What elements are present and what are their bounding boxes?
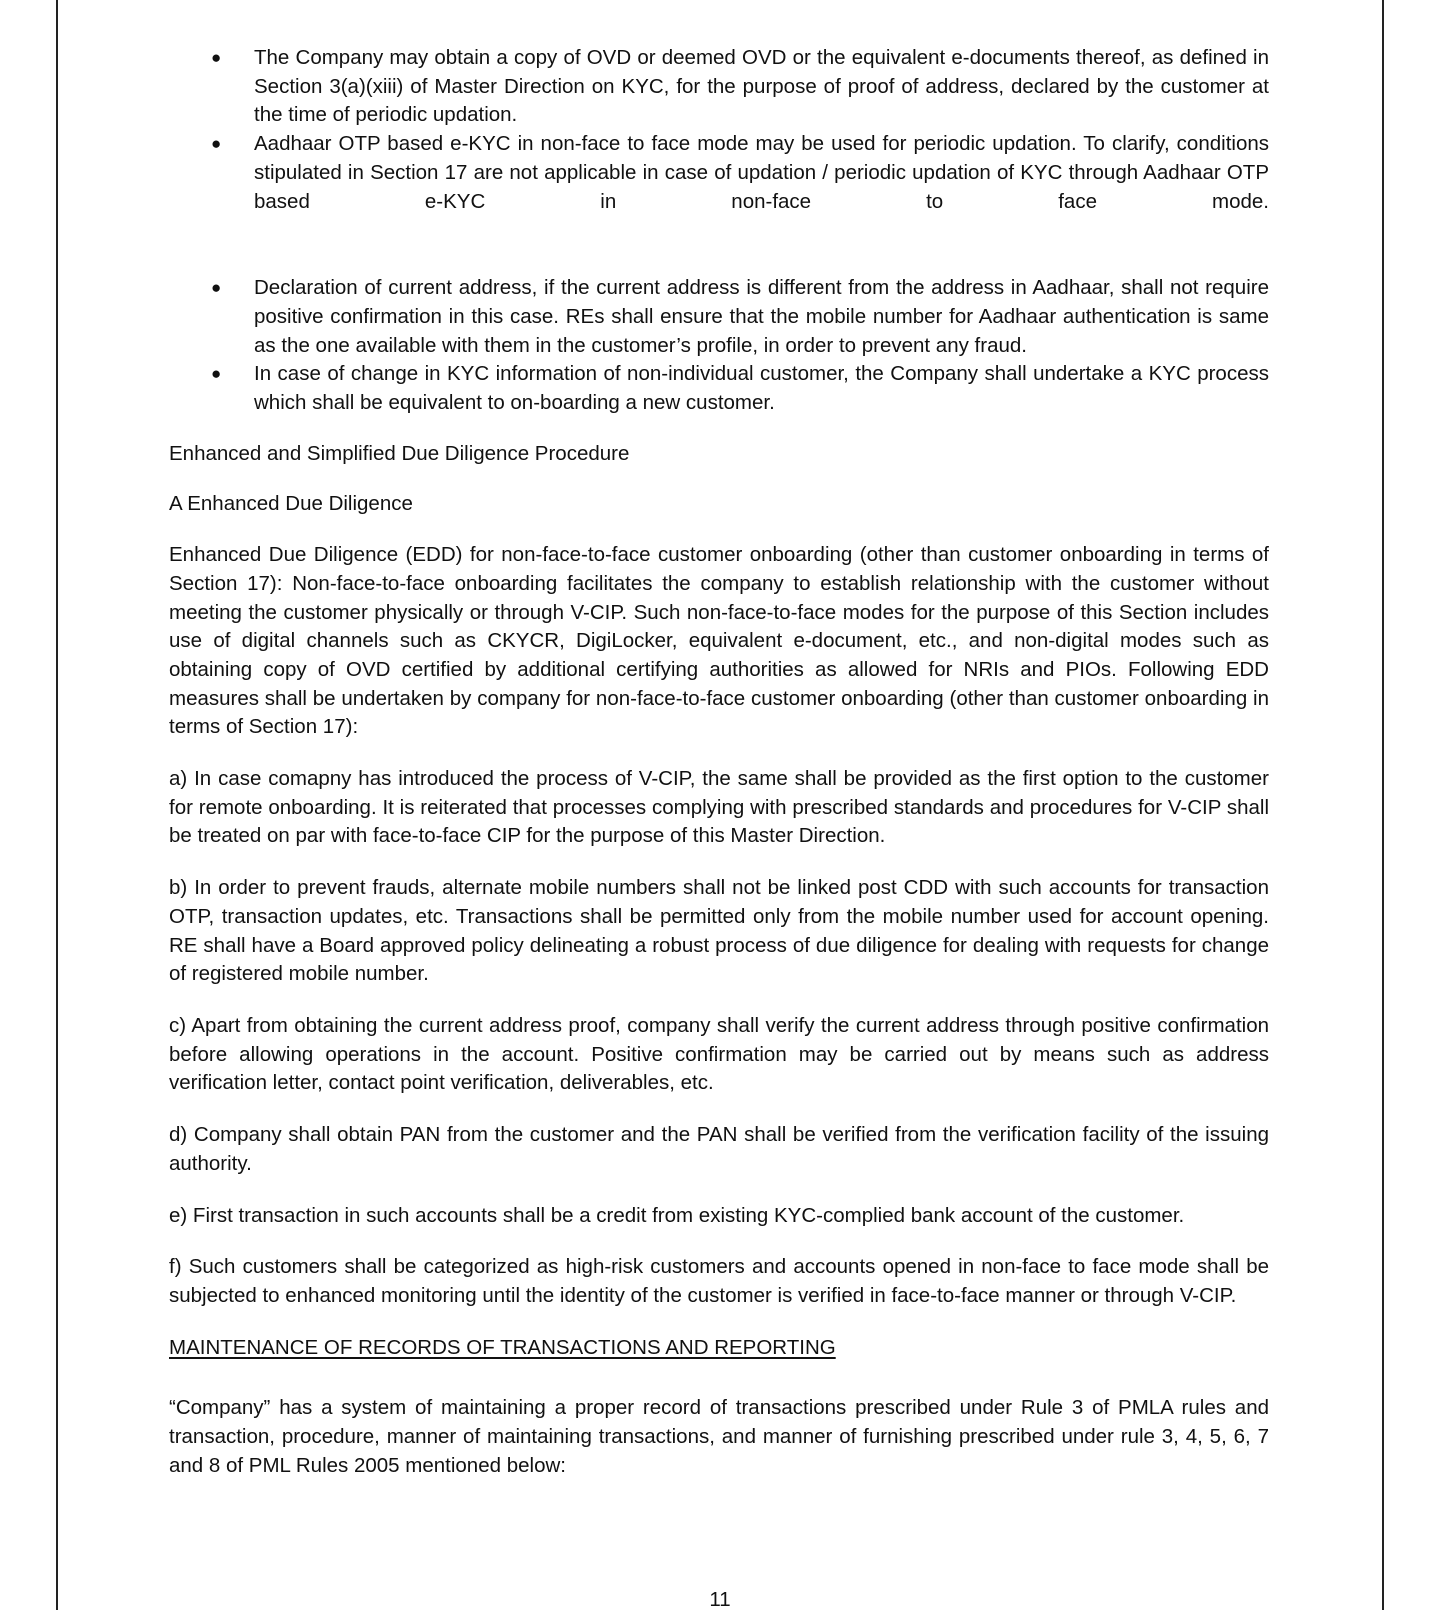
bullet-icon: ●	[211, 278, 222, 298]
bullet-item	[169, 130, 1269, 216]
bullet-item	[169, 44, 1269, 130]
edd-intro-paragraph: Enhanced Due Diligence (EDD) for non-face-to-face customer onboarding (other than customer onboarding in terms of Section 17): Non-face-to-face onboarding facilitates the company to establish relationship with the customer without meeting the customer physically or through V-CIP. Such non-face-to-face modes for the purpose of this Section includes use of digital channels such as CKYCR, DigiLocker, equivalent e-document, etc., and non-digital modes such as obtaining copy of OVD certified by additional certifying authorities as allowed for NRIs and PIOs. Following EDD measures shall be undertaken by company for non-face-to-face customer onboarding (other than customer onboarding in terms of Section 17):	[169, 543, 1269, 739]
records-heading-text: MAINTENANCE OF RECORDS OF TRANSACTIONS AND REPORTING	[169, 1335, 836, 1359]
bullet-text: Declaration of current address, if the current address is different from the address in Aadhaar, shall not require positive confirmation in this case. REs shall ensure that the mobile number for Aadhaar authentication is same as the one available with them in the customer’s profile, in order to prevent any fraud.	[254, 276, 1269, 357]
edd-item-f: f) Such customers shall be categorized as high-risk customers and accounts opened in non-face to face mode shall be subjected to enhanced monitoring until the identity of the customer is verified in face-to-face manner or through V-CIP.	[169, 1255, 1269, 1307]
bullet-icon: ●	[211, 48, 222, 67]
edd-item-b: b) In order to prevent frauds, alternate mobile numbers shall not be linked post CDD with such accounts for transaction OTP, transaction updates, etc. Transactions shall be permitted only from the mobile number used for account opening. RE shall have a Board approved policy delineating a robust process of due diligence for dealing with requests for change of registered mobile number.	[169, 876, 1269, 986]
bullet-item	[169, 274, 1269, 360]
kyc-bullet-list-continued	[169, 274, 1269, 418]
edd-item-d: d) Company shall obtain PAN from the customer and the PAN shall be verified from the verification facility of the issuing authority.	[169, 1123, 1269, 1175]
kyc-bullet-list	[169, 44, 1269, 216]
page-border-right	[1382, 0, 1384, 1610]
page-content	[169, 44, 1269, 1480]
edd-item-a: a) In case comapny has introduced the process of V-CIP, the same shall be provided as the first option to the customer for remote onboarding. It is reiterated that processes complying with prescribed standards and procedures for V-CIP shall be treated on par with face-to-face CIP for the purpose of this Master Direction.	[169, 767, 1269, 848]
bullet-icon: ●	[211, 364, 222, 384]
bullet-text: The Company may obtain a copy of OVD or deemed OVD or the equivalent e-documents thereof, as defined in Section 3(a)(xiii) of Master Direction on KYC, for the purpose of proof of address, declared by the customer at the time of periodic updation.	[254, 46, 1269, 127]
bullet-item	[169, 360, 1269, 417]
edd-item-c: c) Apart from obtaining the current address proof, company shall verify the current address through positive confirmation before allowing operations in the account. Positive confirmation may be carried out by means such as address verification letter, contact point verification, deliverables, etc.	[169, 1013, 1269, 1095]
edd-item-e: e) First transaction in such accounts shall be a credit from existing KYC-complied bank account of the customer.	[169, 1203, 1185, 1227]
bullet-icon: ●	[211, 134, 222, 154]
page-border-left	[56, 0, 58, 1610]
spacer	[169, 216, 1269, 274]
records-paragraph: “Company” has a system of maintaining a proper record of transactions prescribed under Rule 3 of PMLA rules and transaction, procedure, manner of maintaining transactions, and manner of furnishing prescribed under rule 3, 4, 5, 6, 7 and 8 of PML Rules 2005 mentioned below:	[169, 1396, 1269, 1477]
bullet-text: In case of change in KYC information of non-individual customer, the Company shall undertake a KYC process which shall be equivalent to on-boarding a new customer.	[254, 362, 1269, 415]
records-heading	[169, 1334, 1269, 1363]
section-heading: Enhanced and Simplified Due Diligence Procedure	[169, 441, 630, 465]
bullet-text: Aadhaar OTP based e-KYC in non-face to face mode may be used for periodic updation. To clarify, conditions stipulated in Section 17 are not applicable in case of updation / periodic updation of KYC through Aadhaar OTP based e-KYC in non-face to face mode.	[254, 132, 1269, 213]
page-number: 11	[709, 1588, 731, 1610]
subsection-heading: A Enhanced Due Diligence	[169, 492, 413, 516]
